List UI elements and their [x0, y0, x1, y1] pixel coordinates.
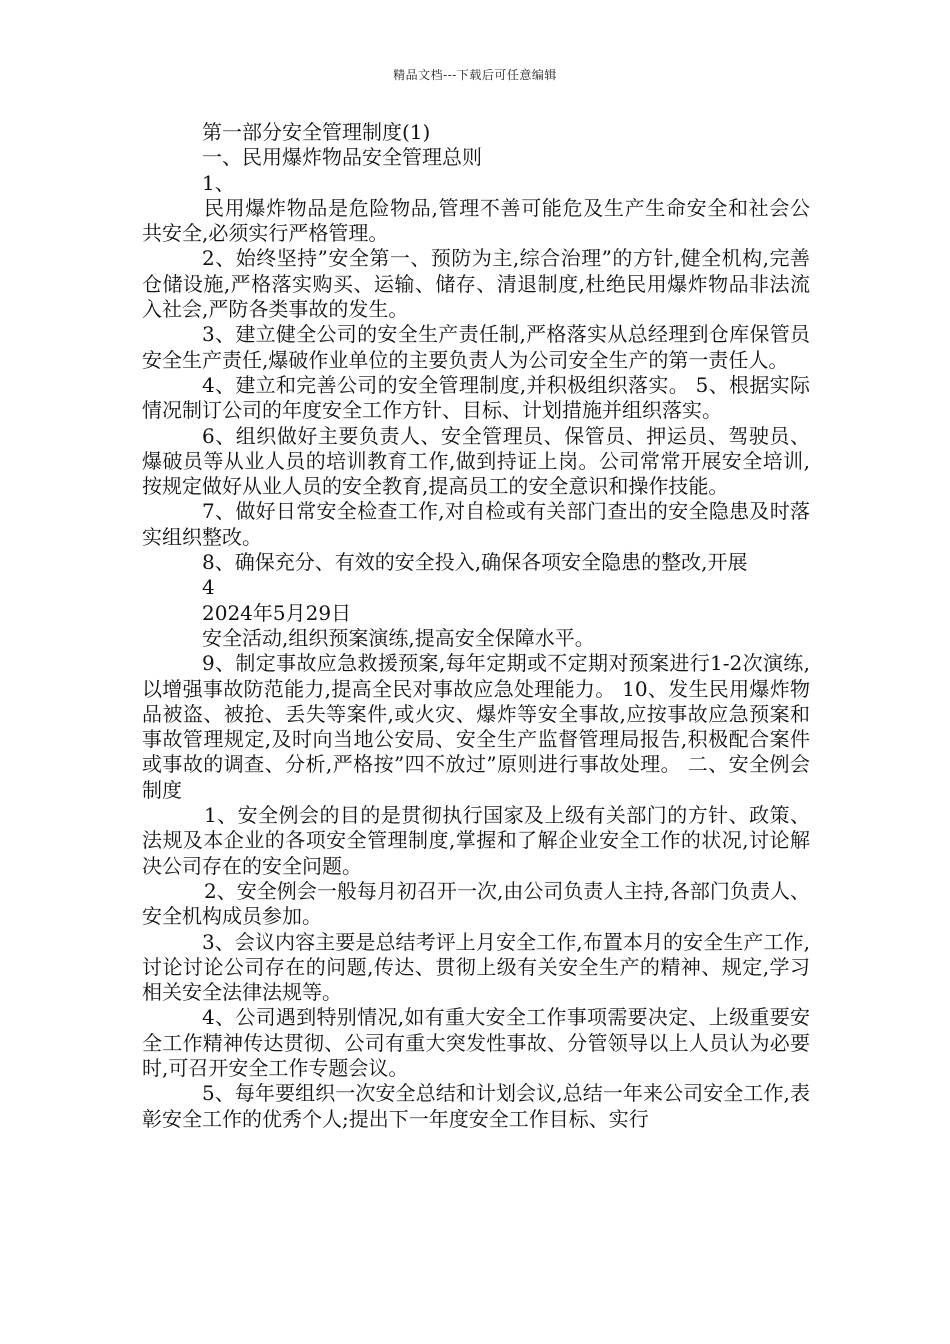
paragraph: 6、组织做好主要负责人、安全管理员、保管员、押运员、驾驶员、爆破员等从业人员的培训教育工作,做到持证上岗。公司常常开展安全培训,按规定做好从业人员的安全教育,提高员工的安全意识和操作技能。	[142, 423, 810, 499]
section-title: 第一部分安全管理制度(1)	[202, 120, 431, 144]
page-number: 4	[202, 575, 215, 600]
paragraph: 3、会议内容主要是总结考评上月安全工作,布置本月的安全生产工作,讨论讨论公司存在的问题,传达、贯彻上级有关安全生产的精神、规定,学习相关安全法律法规等。	[142, 929, 810, 1005]
paragraph: 5、每年要组织一次安全总结和计划会议,总结一年来公司安全工作,表彰安全工作的优秀个人;提出下一年度安全工作目标、实行	[142, 1081, 810, 1131]
paragraph: 8、确保充分、有效的安全投入,确保各项安全隐患的整改,开展	[202, 550, 748, 575]
date-line: 2024年5月29日	[202, 600, 352, 625]
paragraph: 3、建立健全公司的安全生产责任制,严格落实从总经理到仓库保管员安全生产责任,爆破作业单位的主要负责人为公司安全生产的第一责任人。	[142, 322, 810, 372]
paragraph: 9、制定事故应急救援预案,每年定期或不定期对预案进行1-2次演练,以增强事故防范能力,提高全民对事故应急处理能力。 10、发生民用爆炸物品被盗、被抢、丢失等案件,或火灾、爆炸等安全事故,应按事故应急预案和事故管理规定,及时向当地公安局、安全生产监督管理局报告,积极配合案件或事故的调查、分析,严格按”四不放过”原则进行事故处理。 二、安全例会制度	[142, 651, 810, 802]
paragraph: 安全活动,组织预案演练,提高安全保障水平。	[202, 625, 595, 650]
header-note: 精品文档---下载后可任意编辑	[393, 68, 557, 82]
paragraph: 2、始终坚持”安全第一、预防为主,综合治理”的方针,健全机构,完善仓储设施,严格落实购买、运输、储存、清退制度,杜绝民用爆炸物品非法流入社会,严防各类事故的发生。	[142, 246, 810, 322]
paragraph: 民用爆炸物品是危险物品,管理不善可能危及生产生命安全和社会公共安全,必须实行严格管理。	[142, 195, 810, 246]
subsection-title: 一、民用爆炸物品安全管理总则	[202, 145, 482, 170]
paragraph: 1、	[202, 170, 235, 195]
paragraph: 1、安全例会的目的是贯彻执行国家及上级有关部门的方针、政策、法规及本企业的各项安全管理制度,掌握和了解企业安全工作的状况,讨论解决公司存在的安全问题。	[142, 803, 810, 878]
document-body	[142, 120, 810, 1132]
paragraph: 2、安全例会一般每月初召开一次,由公司负责人主持,各部门负责人、安全机构成员参加。	[142, 878, 810, 929]
paragraph: 4、公司遇到特别情况,如有重大安全工作事项需要决定、上级重要安全工作精神传达贯彻、公司有重大突发性事故、分管领导以上人员认为必要时,可召开安全工作专题会议。	[142, 1005, 810, 1080]
paragraph: 4、建立和完善公司的安全管理制度,并积极组织落实。 5、根据实际情况制订公司的年度安全工作方针、目标、计划措施并组织落实。	[142, 372, 810, 423]
paragraph: 7、做好日常安全检查工作,对自检或有关部门查出的安全隐患及时落实组织整改。	[142, 499, 810, 549]
